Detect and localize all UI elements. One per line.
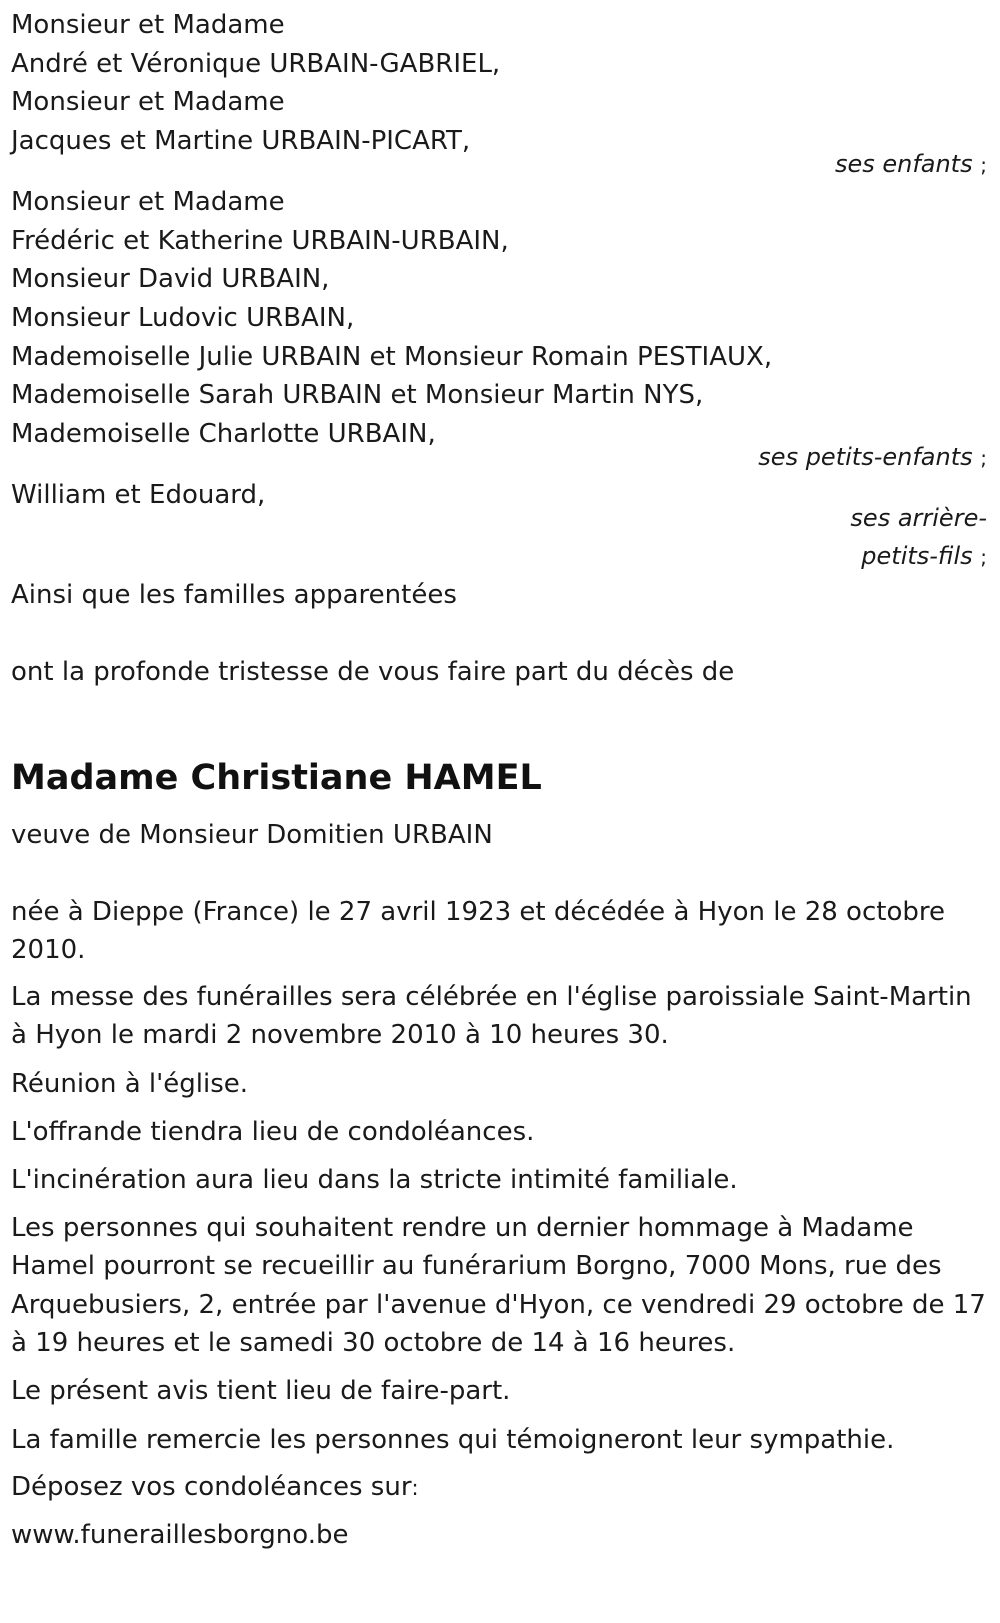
notice-line: Le présent avis tient lieu de faire-part. <box>11 1376 511 1406</box>
grandchildren-line-1: Monsieur et Madame <box>11 187 285 217</box>
website-link[interactable]: www.funeraillesborgno.be <box>11 1520 349 1550</box>
children-line-2: André et Véronique URBAIN-GABRIEL, <box>11 49 501 79</box>
families-line: Ainsi que les familles apparentées <box>11 580 457 610</box>
great-grandchildren-role-text: petits-fils <box>861 542 973 570</box>
birth-death-line-2: 2010. <box>11 935 86 965</box>
tribute-line-1: Les personnes qui souhaitent rendre un dernier hommage à Madame <box>11 1213 914 1243</box>
meeting-line: Réunion à l'église. <box>11 1069 249 1099</box>
grandchildren-line-3: Monsieur David URBAIN, <box>11 264 330 294</box>
condolences-colon: : <box>411 1476 419 1500</box>
cremation-line: L'incinération aura lieu dans la stricte intimité familiale. <box>11 1165 738 1195</box>
condolences-prompt-text: Déposez vos condoléances sur <box>11 1472 412 1502</box>
children-line-4: Jacques et Martine URBAIN-PICART, <box>11 126 471 156</box>
children-role-semicolon: ; <box>980 153 987 177</box>
grandchildren-line-4: Monsieur Ludovic URBAIN, <box>11 303 355 333</box>
great-grandchildren-line-1: William et Edouard, <box>11 480 266 510</box>
grandchildren-line-2: Frédéric et Katherine URBAIN-URBAIN, <box>11 226 509 256</box>
mass-line-2: à Hyon le mardi 2 novembre 2010 à 10 heures 30. <box>11 1020 669 1050</box>
thanks-line: La famille remercie les personnes qui témoigneront leur sympathie. <box>11 1425 895 1455</box>
grandchildren-role <box>758 438 987 477</box>
grandchildren-line-5: Mademoiselle Julie URBAIN et Monsieur Romain PESTIAUX, <box>11 342 773 372</box>
website-line <box>11 1516 348 1554</box>
tribute-line-3: Arquebusiers, 2, entrée par l'avenue d'Hyon, ce vendredi 29 octobre de 17 <box>11 1290 986 1320</box>
children-line-3: Monsieur et Madame <box>11 87 285 117</box>
children-line-1: Monsieur et Madame <box>11 10 285 40</box>
mass-line-1: La messe des funérailles sera célébrée en l'église paroissiale Saint-Martin <box>11 982 972 1012</box>
grandchildren-role-semicolon: ; <box>980 446 987 470</box>
announcement-line: ont la profonde tristesse de vous faire part du décès de <box>11 657 735 687</box>
condolences-prompt-line <box>11 1468 419 1507</box>
deceased-name: Madame Christiane HAMEL <box>11 758 542 798</box>
children-role-text: ses enfants <box>834 150 973 178</box>
offering-line: L'offrande tiendra lieu de condoléances. <box>11 1117 535 1147</box>
children-role <box>835 145 987 184</box>
grandchildren-role-text: ses petits-enfants <box>758 443 973 471</box>
tribute-line-2: Hamel pourront se recueillir au funérarium Borgno, 7000 Mons, rue des <box>11 1251 942 1281</box>
widow-of-line: veuve de Monsieur Domitien URBAIN <box>11 820 493 850</box>
grandchildren-line-6: Mademoiselle Sarah URBAIN et Monsieur Martin NYS, <box>11 380 704 410</box>
great-grandchildren-role-line-2 <box>861 537 987 576</box>
tribute-line-4: à 19 heures et le samedi 30 octobre de 14 à 16 heures. <box>11 1328 736 1358</box>
great-grandchildren-role-semicolon: ; <box>980 545 987 569</box>
grandchildren-line-7: Mademoiselle Charlotte URBAIN, <box>11 419 436 449</box>
great-grandchildren-role-line-1: ses arrière- <box>850 504 987 532</box>
birth-death-line-1: née à Dieppe (France) le 27 avril 1923 et décédée à Hyon le 28 octobre <box>11 897 945 927</box>
